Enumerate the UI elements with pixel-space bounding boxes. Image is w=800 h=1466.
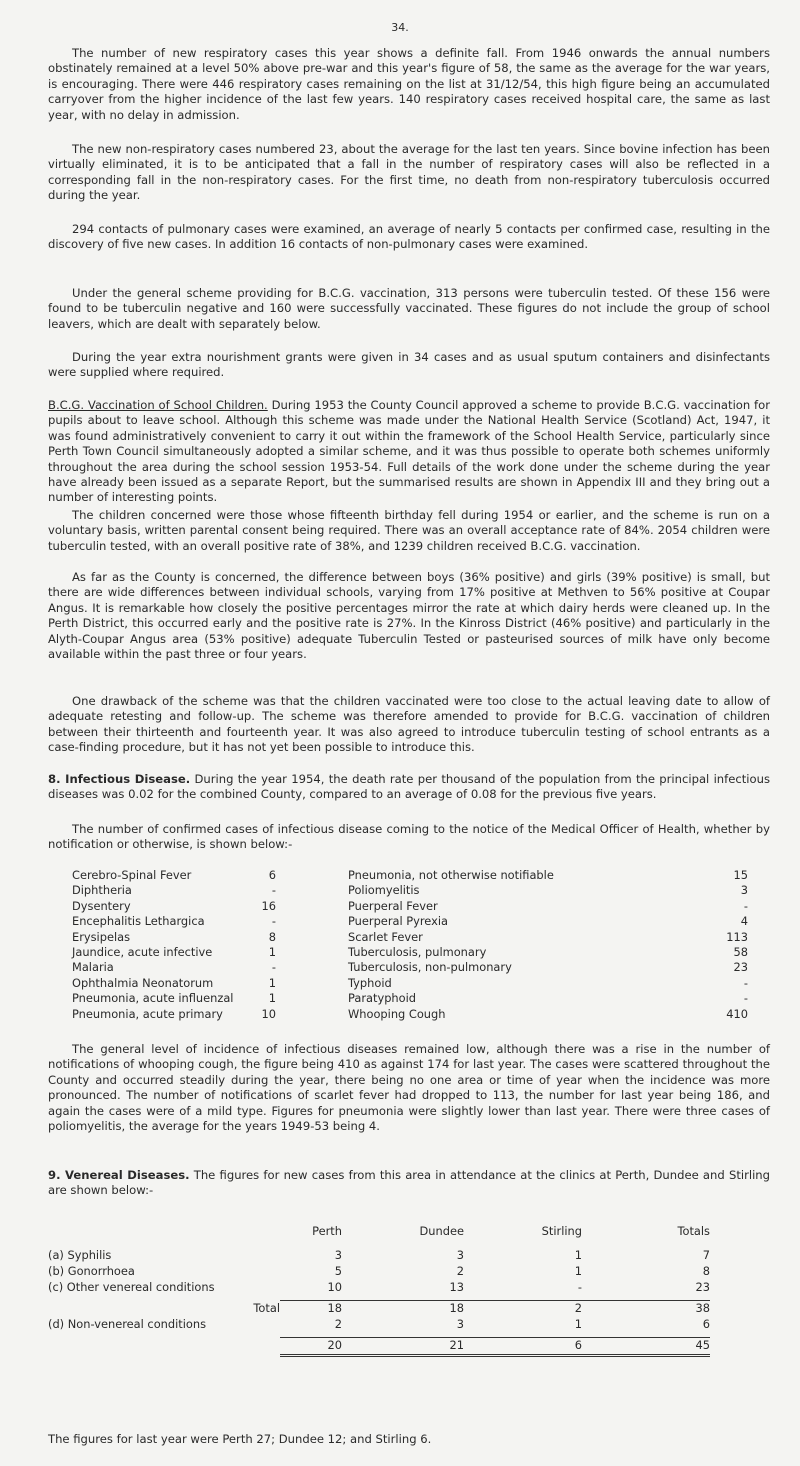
- table-row: [48, 1264, 710, 1280]
- table-cell: 18: [280, 1301, 342, 1318]
- disease-row: [348, 945, 750, 960]
- table-cell: 3: [456, 1317, 464, 1332]
- table-row: [48, 1248, 710, 1264]
- disease-count: -: [271, 883, 276, 898]
- disease-count: 8: [268, 929, 276, 944]
- table-cell: 2: [456, 1264, 464, 1279]
- table-cell: 7: [702, 1248, 710, 1263]
- paragraph-notice-intro: The number of confirmed cases of infectious disease coming to the notice of the Medical Officer of Health, whether by notification or otherwise, is shown below:-: [48, 822, 770, 852]
- disease-row: [72, 883, 332, 898]
- disease-row: [348, 914, 750, 929]
- disease-count: 15: [733, 868, 748, 882]
- paragraph-contacts: 294 contacts of pulmonary cases were examined, an average of nearly 5 contacts per confirmed case, resulting in the discovery of five new cases. In addition 16 contacts of non-pulmonary cases were examined.: [48, 222, 770, 252]
- disease-count: 1: [268, 944, 276, 959]
- disease-count: 410: [726, 1006, 748, 1021]
- column-header: Perth: [312, 1224, 342, 1239]
- paragraph-county-differences: As far as the County is concerned, the difference between boys (36% positive) and girls (39% positive) is small, but there are wide differences between individual schools, varying from 17% positive at Methven to 56% positive at Coupar Angus. It is remarkable how closely the positive percentages mirror the rate at which dairy herds were cleaned up. In the Perth District, this occurred early and the positive rate is 27%. In the Kinross District (46% positive) and particularly in the Alyth-Coupar Angus area (53% positive) adequate Tuberculin Tested or pasteurised sources of milk have only become available within the past three or four years.: [48, 570, 770, 662]
- table-cell: 13: [449, 1280, 464, 1295]
- row-label: (c) Other venereal conditions: [48, 1280, 215, 1295]
- row-label: [48, 1338, 280, 1356]
- disease-name: Paratyphoid: [348, 991, 417, 1006]
- disease-name: Puerperal Fever: [348, 898, 438, 913]
- disease-count: 23: [733, 960, 748, 975]
- disease-row: [72, 991, 332, 1006]
- table-cell: 2: [334, 1317, 342, 1332]
- paragraph-last-year: The figures for last year were Perth 27; Dundee 12; and Stirling 6.: [48, 1432, 432, 1446]
- disease-name: Tuberculosis, non-pulmonary: [348, 960, 512, 975]
- disease-list-right: [348, 868, 750, 1022]
- disease-name: Dysentery: [72, 898, 131, 913]
- disease-row: [72, 1007, 332, 1022]
- disease-count: 16: [261, 898, 276, 913]
- paragraph-nourishment: During the year extra nourishment grants were given in 34 cases and as usual sputum containers and disinfectants were supplied where required.: [48, 350, 770, 380]
- table-cell: 6: [464, 1338, 582, 1356]
- disease-count: 3: [740, 883, 748, 898]
- paragraph-drawback: One drawback of the scheme was that the children vaccinated were too close to the actual leaving date to allow of adequate retesting and follow-up. The scheme was therefore amended to provide for B.C.G. vaccination of children between their thirteenth and fourteenth year. It was also agreed to introduce tuberculin testing of school entrants as a case-finding procedure, but it has not yet been possible to introduce this.: [48, 694, 770, 755]
- disease-count: -: [743, 991, 748, 1006]
- disease-name: Scarlet Fever: [348, 929, 423, 944]
- table-cell: 3: [456, 1248, 464, 1263]
- disease-count: 6: [268, 868, 276, 882]
- paragraph-children-concerned: The children concerned were those whose fifteenth birthday fell during 1954 or earlier, and the scheme is run on a voluntary basis, written parental consent being required. There was an overall acceptance rate of 84%. 2054 children were tuberculin tested, with an overall positive rate of 38%, and 1239 children received B.C.G. vaccination.: [48, 508, 770, 553]
- disease-count: -: [743, 975, 748, 990]
- row-label: (b) Gonorrhoea: [48, 1264, 135, 1279]
- disease-count: -: [271, 914, 276, 929]
- disease-name: Pneumonia, not otherwise notifiable: [348, 868, 554, 882]
- header-blank: [48, 1224, 280, 1240]
- spacer-row: [48, 1240, 710, 1248]
- paragraph-non-respiratory: The new non-respiratory cases numbered 23, about the average for the last ten years. Since bovine infection has been virtually eliminated, it is to be anticipated that a fall in the number of respiratory cases will also be reflected in a corresponding fall in the non-respiratory cases. For the first time, no death from non-respiratory tuberculosis occurred during the year.: [48, 142, 770, 203]
- disease-name: Tuberculosis, pulmonary: [348, 944, 487, 959]
- table-cell: 21: [342, 1338, 464, 1356]
- table-cell: -: [577, 1280, 582, 1295]
- table-cell: 38: [582, 1301, 710, 1318]
- disease-count: 1: [268, 991, 276, 1006]
- table-cell: 1: [574, 1248, 582, 1263]
- disease-name: Diphtheria: [72, 883, 132, 898]
- disease-row: [348, 976, 750, 991]
- disease-name: Whooping Cough: [348, 1006, 446, 1021]
- table-row: [48, 1317, 710, 1333]
- disease-row: [348, 883, 750, 898]
- column-header: Dundee: [419, 1224, 464, 1239]
- paragraph-infectious-disease: [48, 772, 770, 803]
- table-cell: 23: [695, 1280, 710, 1295]
- table-row: [48, 1301, 710, 1318]
- table-cell: 20: [280, 1338, 342, 1356]
- disease-count: 113: [726, 929, 748, 944]
- disease-row: [348, 991, 750, 1006]
- table-row: [48, 1338, 710, 1356]
- disease-count: -: [743, 898, 748, 913]
- disease-row: [72, 976, 332, 991]
- table-row: [48, 1280, 710, 1296]
- table-cell: 5: [334, 1264, 342, 1279]
- infectious-heading: 8. Infectious Disease.: [48, 772, 191, 786]
- disease-row: [72, 945, 332, 960]
- disease-row: [72, 868, 332, 883]
- disease-name: Jaundice, acute infective: [72, 944, 213, 959]
- venereal-table: [48, 1224, 710, 1357]
- disease-count: -: [271, 960, 276, 975]
- column-header: Totals: [677, 1224, 710, 1239]
- disease-row: [348, 960, 750, 975]
- table-cell: 45: [582, 1338, 710, 1356]
- column-header: Stirling: [541, 1224, 582, 1239]
- venereal-body: The figures for new cases from this area in attendance at the clinics at Perth, Dundee and Stirling are shown below:-: [48, 1168, 770, 1198]
- disease-count: 1: [268, 975, 276, 990]
- table-cell: 10: [327, 1280, 342, 1295]
- table-cell: 18: [342, 1301, 464, 1318]
- row-label: (a) Syphilis: [48, 1248, 112, 1263]
- paragraph-bcg-school: [48, 398, 770, 506]
- table-cell: 1: [574, 1264, 582, 1279]
- disease-name: Typhoid: [348, 975, 392, 990]
- table-cell: 2: [464, 1301, 582, 1318]
- row-label: Total: [253, 1301, 280, 1316]
- venereal-header-row: [48, 1224, 710, 1240]
- disease-row: [72, 960, 332, 975]
- disease-name: Erysipelas: [72, 929, 131, 944]
- paragraph-general-incidence: The general level of incidence of infectious diseases remained low, although there was a rise in the number of notifications of whooping cough, the figure being 410 as against 174 for last year. The cases were scattered throughout the County and occurred steadily during the year, there being no one area or time of year when the incidence was more pronounced. The number of notifications of scarlet fever had dropped to 113, the number for last year being 186, and again the cases were of a mild type. Figures for pneumonia were slightly lower than last year. There were three cases of poliomyelitis, the average for the years 1949-53 being 4.: [48, 1042, 770, 1134]
- disease-name: Encephalitis Lethargica: [72, 914, 205, 929]
- disease-name: Pneumonia, acute influenzal: [72, 991, 234, 1006]
- bcg-school-heading: B.C.G. Vaccination of School Children.: [48, 398, 268, 412]
- disease-row: [348, 868, 750, 883]
- disease-name: Malaria: [72, 960, 114, 975]
- disease-row: [348, 899, 750, 914]
- disease-row: [72, 914, 332, 929]
- disease-name: Pneumonia, acute primary: [72, 1006, 223, 1021]
- paragraph-venereal: [48, 1168, 770, 1199]
- infectious-body: During the year 1954, the death rate per thousand of the population from the principal infectious diseases was 0.02 for the combined County, compared to an average of 0.08 for the previous five years.: [48, 772, 770, 802]
- paragraph-bcg-general: Under the general scheme providing for B.C.G. vaccination, 313 persons were tuberculin tested. Of these 156 were found to be tuberculin negative and 160 were successfully vaccinated. These figures do not include the group of school leavers, which are dealt with separately below.: [48, 286, 770, 331]
- disease-name: Puerperal Pyrexia: [348, 914, 449, 929]
- disease-row: [72, 899, 332, 914]
- page-number: 34.: [391, 21, 409, 34]
- table-cell: 6: [702, 1317, 710, 1332]
- table-cell: 1: [574, 1317, 582, 1332]
- disease-row: [72, 930, 332, 945]
- table-cell: 8: [702, 1264, 710, 1279]
- row-label: (d) Non-venereal conditions: [48, 1317, 207, 1332]
- table-cell: 3: [334, 1248, 342, 1263]
- disease-count: 4: [740, 914, 748, 929]
- paragraph-respiratory: The number of new respiratory cases this year shows a definite fall. From 1946 onwards the annual numbers obstinately remained at a level 50% above pre-war and this year's figure of 58, the same as the average for the war years, is encouraging. There were 446 respiratory cases remaining on the list at 31/12/54, this high figure being an accumulated carryover from the higher incidence of the last few years. 140 respiratory cases received hospital care, the same as last year, with no delay in admission.: [48, 46, 770, 122]
- disease-name: Ophthalmia Neonatorum: [72, 975, 214, 990]
- spacer-cell: [48, 1240, 710, 1248]
- disease-row: [348, 930, 750, 945]
- venereal-heading: 9. Venereal Diseases.: [48, 1168, 190, 1182]
- disease-name: Cerebro-Spinal Fever: [72, 868, 192, 882]
- disease-list-left: [72, 868, 332, 1022]
- disease-name: Poliomyelitis: [348, 883, 420, 898]
- disease-count: 10: [261, 1006, 276, 1021]
- disease-count: 58: [733, 944, 748, 959]
- bcg-school-body: During 1953 the County Council approved a scheme to provide B.C.G. vaccination for pupils about to leave school. Although this scheme was made under the National Health Service (Scotland) Act, 1947, it was found administratively convenient to carry it out within the framework of the School Health Service, particularly since Perth Town Council simultaneously adopted a similar scheme, and it was thus possible to operate both schemes uniformly throughout the area during the school session 1953-54. Full details of the work done under the scheme during the year have already been issued as a separate Report, but the summarised results are shown in Appendix III and they bring out a number of interesting points.: [48, 398, 770, 505]
- disease-row: [348, 1007, 750, 1022]
